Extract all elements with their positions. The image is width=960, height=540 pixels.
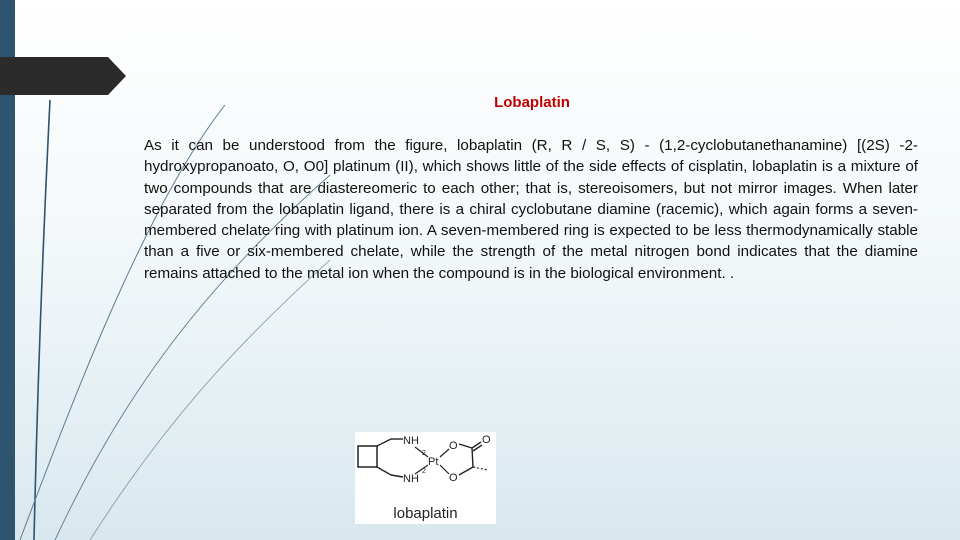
o-carbonyl-label: O bbox=[482, 434, 491, 446]
nh-bottom-label: NH bbox=[403, 473, 419, 485]
arrow-tab-shape bbox=[0, 57, 126, 95]
figure-caption: lobaplatin bbox=[393, 505, 458, 522]
charge-top-label: 2 bbox=[422, 450, 426, 457]
slide-title: Lobaplatin bbox=[494, 94, 570, 111]
pt-label: Pt bbox=[428, 456, 439, 468]
nh-top-label: NH bbox=[403, 435, 419, 447]
o-bottom-label: O bbox=[449, 472, 458, 484]
lobaplatin-structure-figure bbox=[355, 432, 496, 524]
charge-bottom-label: 2 bbox=[422, 468, 426, 475]
o-top-label: O bbox=[449, 440, 458, 452]
body-paragraph: As it can be understood from the figure, lobaplatin (R, R / S, S) - (1,2-cyclobutanethanamine) [(2S) -2-hydroxypropanoato, O, O0] platinum (II), which shows little of the side effects of cisplatin, lobaplatin is a mixture of two compounds that are diastereomeric to each other; that is, stereoisomers, but not mirror images. When later separated from the lobaplatin ligand, there is a chiral cyclobutane diamine (racemic), which again forms a seven-membered chelate ring with platinum ion. A seven-membered ring is expected to be less thermodynamically stable than a five or six-membered chelate, while the strength of the metal nitrogen bond indicates that the diamine remains attached to the metal ion when the compound is in the biological environment. . bbox=[144, 137, 918, 282]
